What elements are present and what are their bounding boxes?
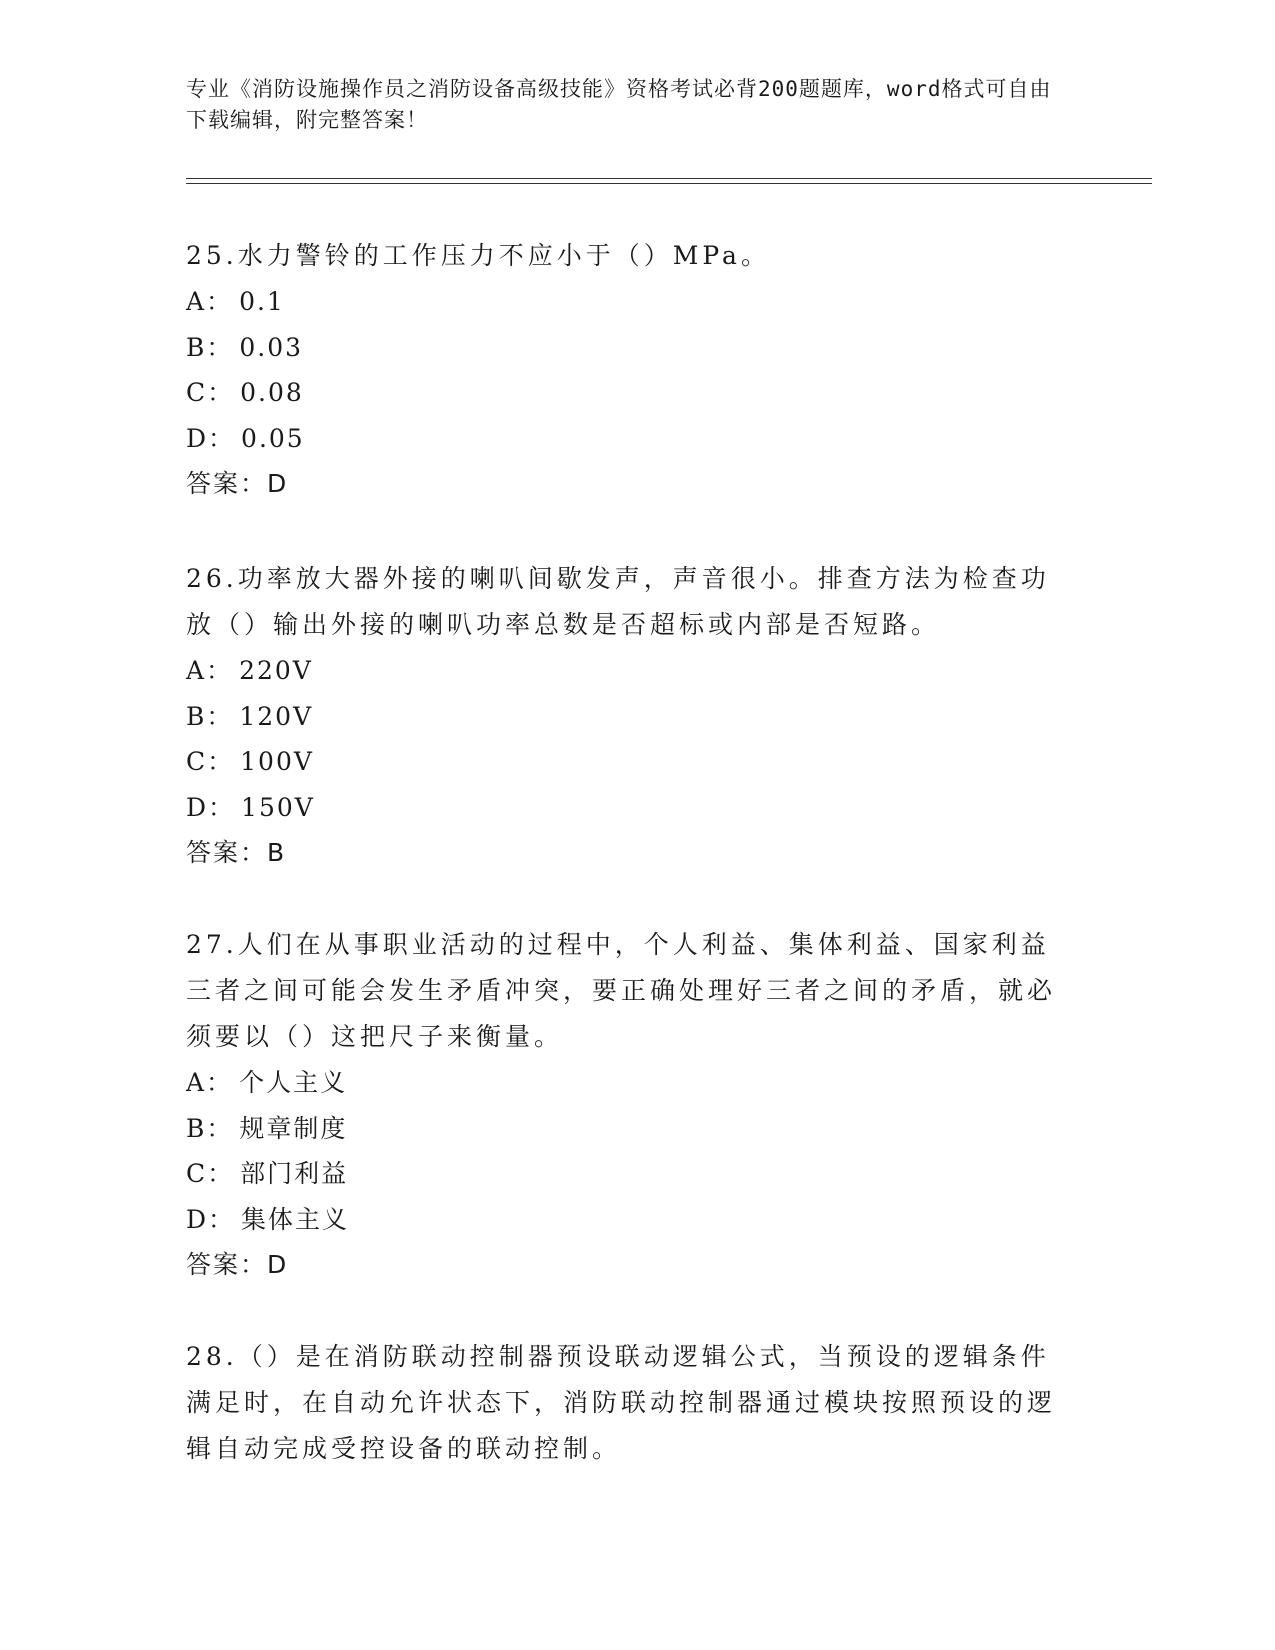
option-list <box>186 279 1066 461</box>
header-divider-top <box>186 178 1152 179</box>
option-text: 220V <box>239 656 313 685</box>
option-letter: D： <box>186 1204 236 1234</box>
question-stem: 28.（）是在消防联动控制器预设联动逻辑公式，当预设的逻辑条件满足时，在自动允许状态下，消防联动控制器通过模块按照预设的逻辑自动完成受控设备的联动控制。 <box>186 1342 1057 1463</box>
option-b <box>186 325 1066 371</box>
option-a <box>186 1060 1066 1106</box>
option-d <box>186 416 1066 462</box>
answer-line: 答案：D <box>186 469 289 498</box>
option-text: 100V <box>240 747 314 776</box>
option-d <box>186 785 1066 831</box>
question-stem: 27.人们在从事职业活动的过程中，个人利益、集体利益、国家利益三者之间可能会发生矛盾冲突，要正确处理好三者之间的矛盾，就必须要以（）这把尺子来衡量。 <box>186 930 1057 1051</box>
option-text: 150V <box>241 792 315 822</box>
option-text: 120V <box>239 701 314 731</box>
option-letter: C： <box>186 378 235 407</box>
option-letter: C： <box>186 747 235 776</box>
question-25 <box>186 233 1066 507</box>
option-a <box>186 648 1066 694</box>
option-text: 0.08 <box>240 378 304 407</box>
option-letter: D： <box>186 423 236 453</box>
option-text: 规章制度 <box>239 1113 348 1143</box>
question-stem: 26.功率放大器外接的喇叭间歇发声，声音很小。排查方法为检查功放（）输出外接的喇叭功率总数是否超标或内部是否短路。 <box>186 564 1050 639</box>
option-text: 个人主义 <box>239 1068 348 1097</box>
option-letter: D： <box>186 792 236 822</box>
option-text: 部门利益 <box>240 1159 349 1188</box>
question-stem: 25.水力警铃的工作压力不应小于（）MPa。 <box>186 241 770 270</box>
option-text: 0.03 <box>239 332 304 362</box>
answer-line: 答案：B <box>186 838 287 867</box>
header-divider-bottom <box>186 183 1152 184</box>
option-c <box>186 1151 1066 1197</box>
question-28 <box>186 1334 1066 1472</box>
option-letter: A： <box>186 287 234 316</box>
option-b <box>186 694 1066 740</box>
question-26 <box>186 556 1066 876</box>
option-letter: A： <box>186 656 234 685</box>
option-letter: B： <box>186 332 234 362</box>
option-d <box>186 1197 1066 1243</box>
option-letter: B： <box>186 701 234 731</box>
answer-line: 答案：D <box>186 1250 289 1279</box>
option-text: 集体主义 <box>241 1204 350 1234</box>
option-letter: B： <box>186 1113 234 1143</box>
option-list <box>186 1060 1066 1242</box>
option-b <box>186 1106 1066 1152</box>
option-text: 0.05 <box>241 423 305 453</box>
option-a <box>186 279 1066 325</box>
option-c <box>186 739 1066 785</box>
question-27 <box>186 922 1066 1288</box>
option-text: 0.1 <box>239 287 285 316</box>
option-list <box>186 648 1066 830</box>
option-letter: A： <box>186 1068 234 1097</box>
option-c <box>186 370 1066 416</box>
option-letter: C： <box>186 1159 235 1188</box>
document-header: 专业《消防设施操作员之消防设备高级技能》资格考试必背200题题库，word格式可自由下载编辑，附完整答案！ <box>186 77 1052 132</box>
